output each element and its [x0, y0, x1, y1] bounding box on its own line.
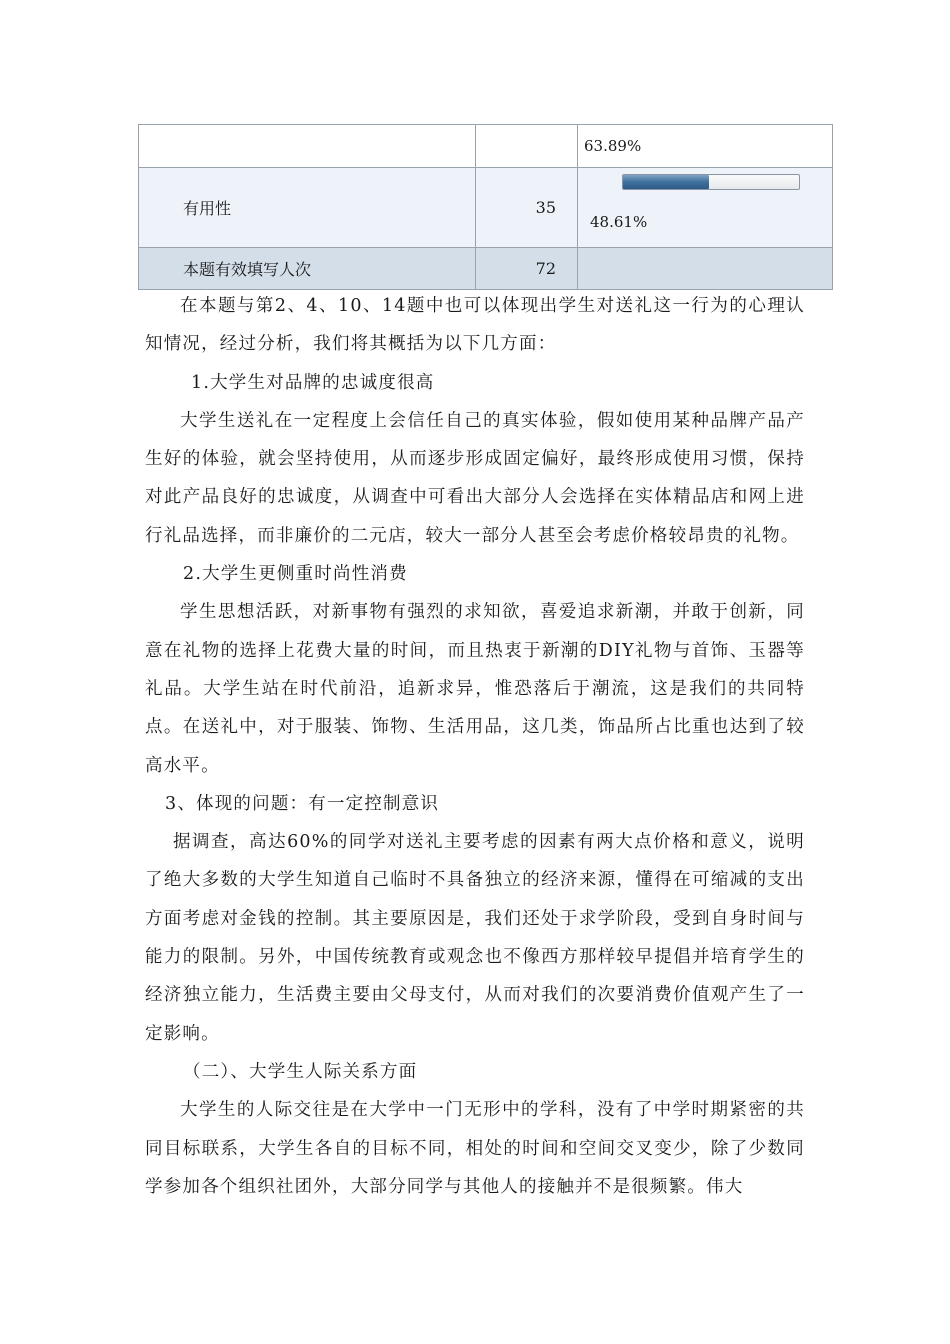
body-text [145, 287, 805, 1206]
section-heading: （二）、大学生人际关系方面 [183, 1061, 418, 1082]
progress-bar [622, 174, 800, 190]
table-row [139, 168, 833, 248]
summary-label: 本题有效填写人次 [139, 248, 476, 290]
section-heading: 2.大学生更侧重时尚性消费 [183, 564, 408, 585]
option-count [476, 125, 578, 168]
table-row [139, 125, 833, 168]
progress-bar-fill [623, 175, 709, 189]
summary-percent [578, 248, 833, 290]
percent-cell [578, 168, 833, 248]
paragraph: 大学生的人际交往是在大学中一门无形中的学科，没有了中学时期紧密的共同目标联系，大学生各自的目标不同，相处的时间和空间交叉变少，除了少数同学参加各个组织社团外，大部分同学与其他人的接触并不是很频繁。伟大 [145, 1100, 805, 1197]
survey-result-table [138, 124, 833, 290]
option-count: 35 [476, 168, 578, 248]
table-row-summary [139, 248, 833, 290]
paragraph: 大学生送礼在一定程度上会信任自己的真实体验，假如使用某种品牌产品产生好的体验，就会坚持使用，从而逐步形成固定偏好，最终形成使用习惯，保持对此产品良好的忠诚度，从调查中可看出大部分人会选择在实体精品店和网上进行礼品选择，而非廉价的二元店，较大一部分人甚至会考虑价格较昂贵的礼物。 [145, 410, 805, 546]
option-percent: 48.61% [590, 213, 648, 231]
option-label: 有用性 [139, 168, 476, 248]
paragraph: 据调查，高达60%的同学对送礼主要考虑的因素有两大点价格和意义，说明了绝大多数的大学生知道自己临时不具备独立的经济来源，懂得在可缩减的支出方面考虑对金钱的控制。其主要原因是，我们还处于求学阶段，受到自身时间与能力的限制。另外，中国传统教育或观念也不像西方那样较早提倡并培育学生的经济独立能力，生活费主要由父母支付，从而对我们的次要消费价值观产生了一定影响。 [145, 832, 805, 1044]
section-heading: 1.大学生对品牌的忠诚度很高 [191, 372, 435, 393]
section-heading: 3、体现的问题：有一定控制意识 [165, 793, 440, 814]
summary-count: 72 [476, 248, 578, 290]
option-label [139, 125, 476, 168]
intro-paragraph: 在本题与第2、4、10、14题中也可以体现出学生对送礼这一行为的心理认知情况，经过分析，我们将其概括为以下几方面： [145, 296, 805, 355]
paragraph: 学生思想活跃，对新事物有强烈的求知欲，喜爱追求新潮，并敢于创新，同意在礼物的选择上花费大量的时间，而且热衷于新潮的DIY礼物与首饰、玉器等礼品。大学生站在时代前沿，追新求异，惟恐落后于潮流，这是我们的共同特点。在送礼中，对于服装、饰物、生活用品，这几类，饰品所占比重也达到了较高水平。 [145, 602, 805, 776]
option-percent: 63.89% [578, 125, 833, 168]
